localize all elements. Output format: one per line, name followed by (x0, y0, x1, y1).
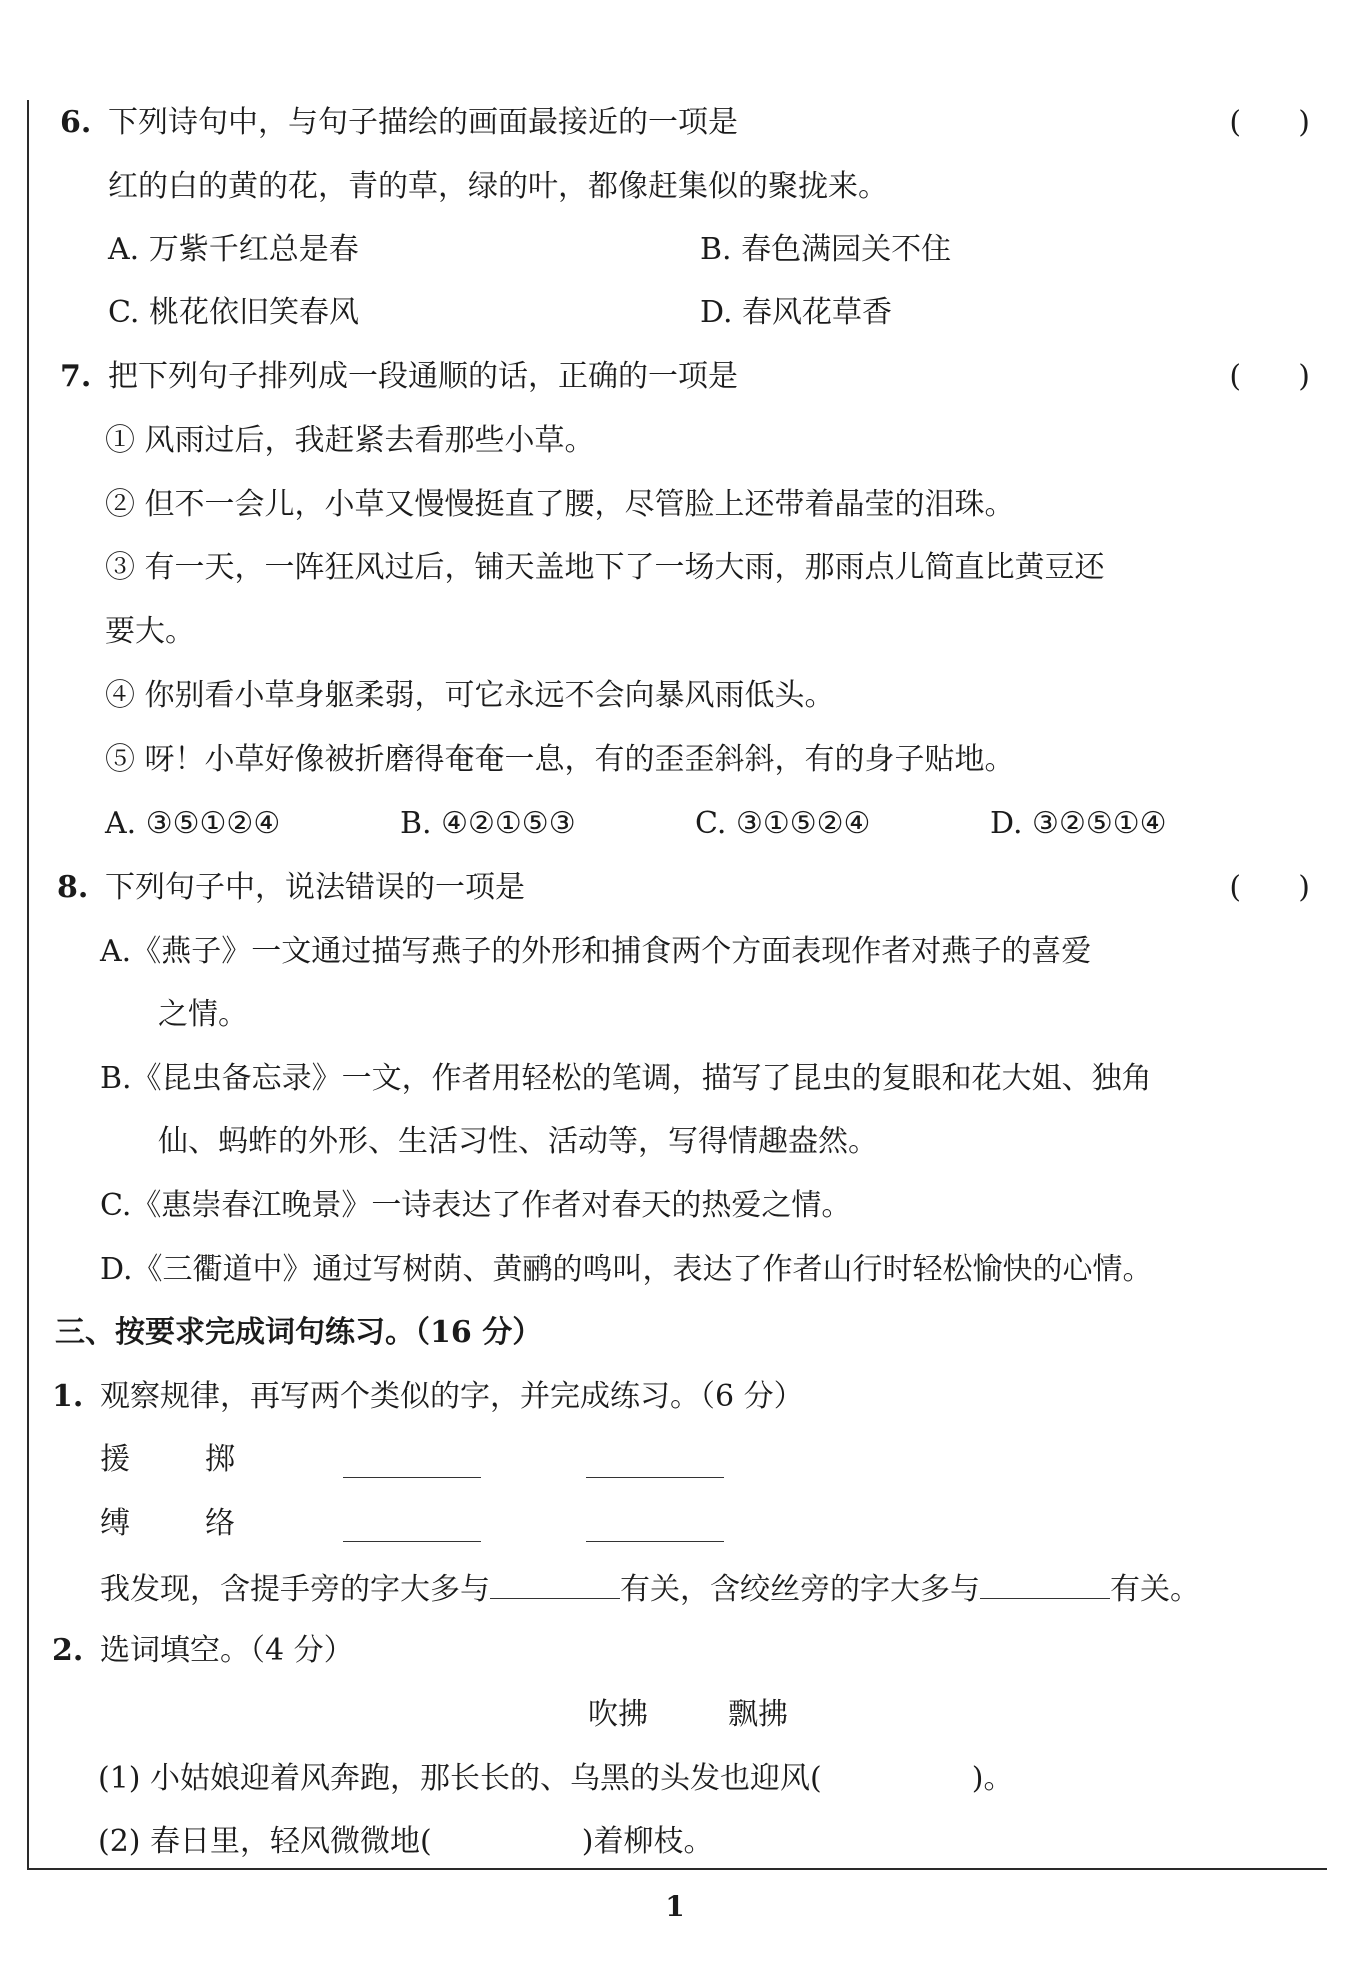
section-3-question-2-stem: 选词填空。（4 分） (100, 1633, 354, 1668)
question-6-option-a[interactable]: A. 万紫千红总是春 (108, 232, 359, 267)
word-choice-2: 飘拂 (728, 1697, 788, 1732)
blank-finding-1[interactable] (490, 1568, 620, 1599)
question-7-sentence-1: ① 风雨过后，我赶紧去看那些小草。 (105, 423, 595, 458)
section-3-heading: 三、按要求完成词句练习。（16 分） (55, 1315, 543, 1350)
question-7-sentence-5: ⑤ 呀！小草好像被折磨得奄奄一息，有的歪歪斜斜，有的身子贴地。 (105, 742, 1015, 777)
blank-row1-1[interactable] (343, 1447, 481, 1478)
blank-row1-2[interactable] (586, 1447, 724, 1478)
bottom-rule (27, 1868, 1327, 1870)
question-7-sentence-4: ④ 你别看小草身躯柔弱，可它永远不会向暴风雨低头。 (105, 678, 835, 713)
question-8-stem: 下列句子中，说法错误的一项是 (105, 870, 525, 905)
question-8-answer-bracket[interactable]: ( ) (1229, 870, 1310, 905)
page-number: 1 (665, 1890, 685, 1923)
char-luo: 络 (205, 1506, 235, 1541)
question-7-answer-bracket[interactable]: ( ) (1229, 359, 1310, 394)
char-fu: 缚 (100, 1506, 130, 1541)
blank-finding-2[interactable] (980, 1568, 1110, 1599)
question-8-number: 8. (57, 870, 89, 905)
question-8-option-b-cont: 仙、蚂蚱的外形、生活习性、活动等，写得情趣盎然。 (158, 1124, 878, 1159)
finding-text-1: 我发现，含提手旁的字大多与 (100, 1572, 490, 1607)
question-7-sentence-3-cont: 要大。 (105, 614, 195, 649)
question-6-stem: 下列诗句中，与句子描绘的画面最接近的一项是 (108, 105, 738, 140)
finding-text-3: 有关。 (1110, 1572, 1200, 1607)
left-margin-rule (27, 100, 29, 1870)
question-8-option-a-cont: 之情。 (158, 997, 248, 1032)
char-yuan: 援 (100, 1442, 130, 1477)
fill-sentence-2-end: )着柳枝。 (581, 1824, 714, 1859)
char-zhi: 掷 (205, 1442, 235, 1477)
question-7-option-c[interactable]: C. ③①⑤②④ (695, 806, 871, 841)
question-7-option-b[interactable]: B. ④②①⑤③ (400, 806, 576, 841)
question-8-option-a[interactable]: A.《燕子》一文通过描写燕子的外形和捕食两个方面表现作者对燕子的喜爱 (100, 934, 1092, 969)
section-3-question-2-number: 2. (52, 1633, 84, 1668)
question-7-stem: 把下列句子排列成一段通顺的话，正确的一项是 (108, 359, 738, 394)
question-6-number: 6. (60, 105, 92, 140)
fill-sentence-1-start: (1) 小姑娘迎着风奔跑，那长长的、乌黑的头发也迎风( (98, 1761, 822, 1796)
fill-sentence-2-start: (2) 春日里，轻风微微地( (98, 1824, 432, 1859)
question-6-option-c[interactable]: C. 桃花依旧笑春风 (108, 295, 359, 330)
section-3-question-1-number: 1. (52, 1379, 84, 1414)
question-6-option-b[interactable]: B. 春色满园关不住 (700, 232, 952, 267)
question-8-option-c[interactable]: C.《惠崇春江晚景》一诗表达了作者对春天的热爱之情。 (100, 1188, 852, 1223)
question-6-answer-bracket[interactable]: ( ) (1229, 105, 1310, 140)
question-7-option-d[interactable]: D. ③②⑤①④ (990, 806, 1167, 841)
question-6-option-d[interactable]: D. 春风花草香 (700, 295, 893, 330)
word-choice-1: 吹拂 (588, 1697, 648, 1732)
question-8-option-d[interactable]: D.《三衢道中》通过写树荫、黄鹂的鸣叫，表达了作者山行时轻松愉快的心情。 (100, 1252, 1153, 1287)
finding-sentence (100, 1568, 1200, 1610)
finding-text-2: 有关，含绞丝旁的字大多与 (620, 1572, 980, 1607)
section-3-question-1-stem: 观察规律，再写两个类似的字，并完成练习。（6 分） (100, 1379, 804, 1414)
question-7-sentence-2: ② 但不一会儿，小草又慢慢挺直了腰，尽管脸上还带着晶莹的泪珠。 (105, 487, 1015, 522)
fill-sentence-1 (98, 1759, 1013, 1799)
blank-row2-1[interactable] (343, 1511, 481, 1542)
question-7-sentence-3: ③ 有一天，一阵狂风过后，铺天盖地下了一场大雨，那雨点儿简直比黄豆还 (105, 550, 1105, 585)
question-7-number: 7. (60, 359, 92, 394)
fill-sentence-1-end: )。 (971, 1761, 1014, 1796)
question-7-option-a[interactable]: A. ③⑤①②④ (105, 806, 281, 841)
question-8-option-b[interactable]: B.《昆虫备忘录》一文，作者用轻松的笔调，描写了昆虫的复眼和花大姐、独角 (100, 1061, 1152, 1096)
fill-sentence-2 (98, 1822, 713, 1862)
question-6-sentence: 红的白的黄的花，青的草，绿的叶，都像赶集似的聚拢来。 (108, 169, 888, 204)
blank-row2-2[interactable] (586, 1511, 724, 1542)
